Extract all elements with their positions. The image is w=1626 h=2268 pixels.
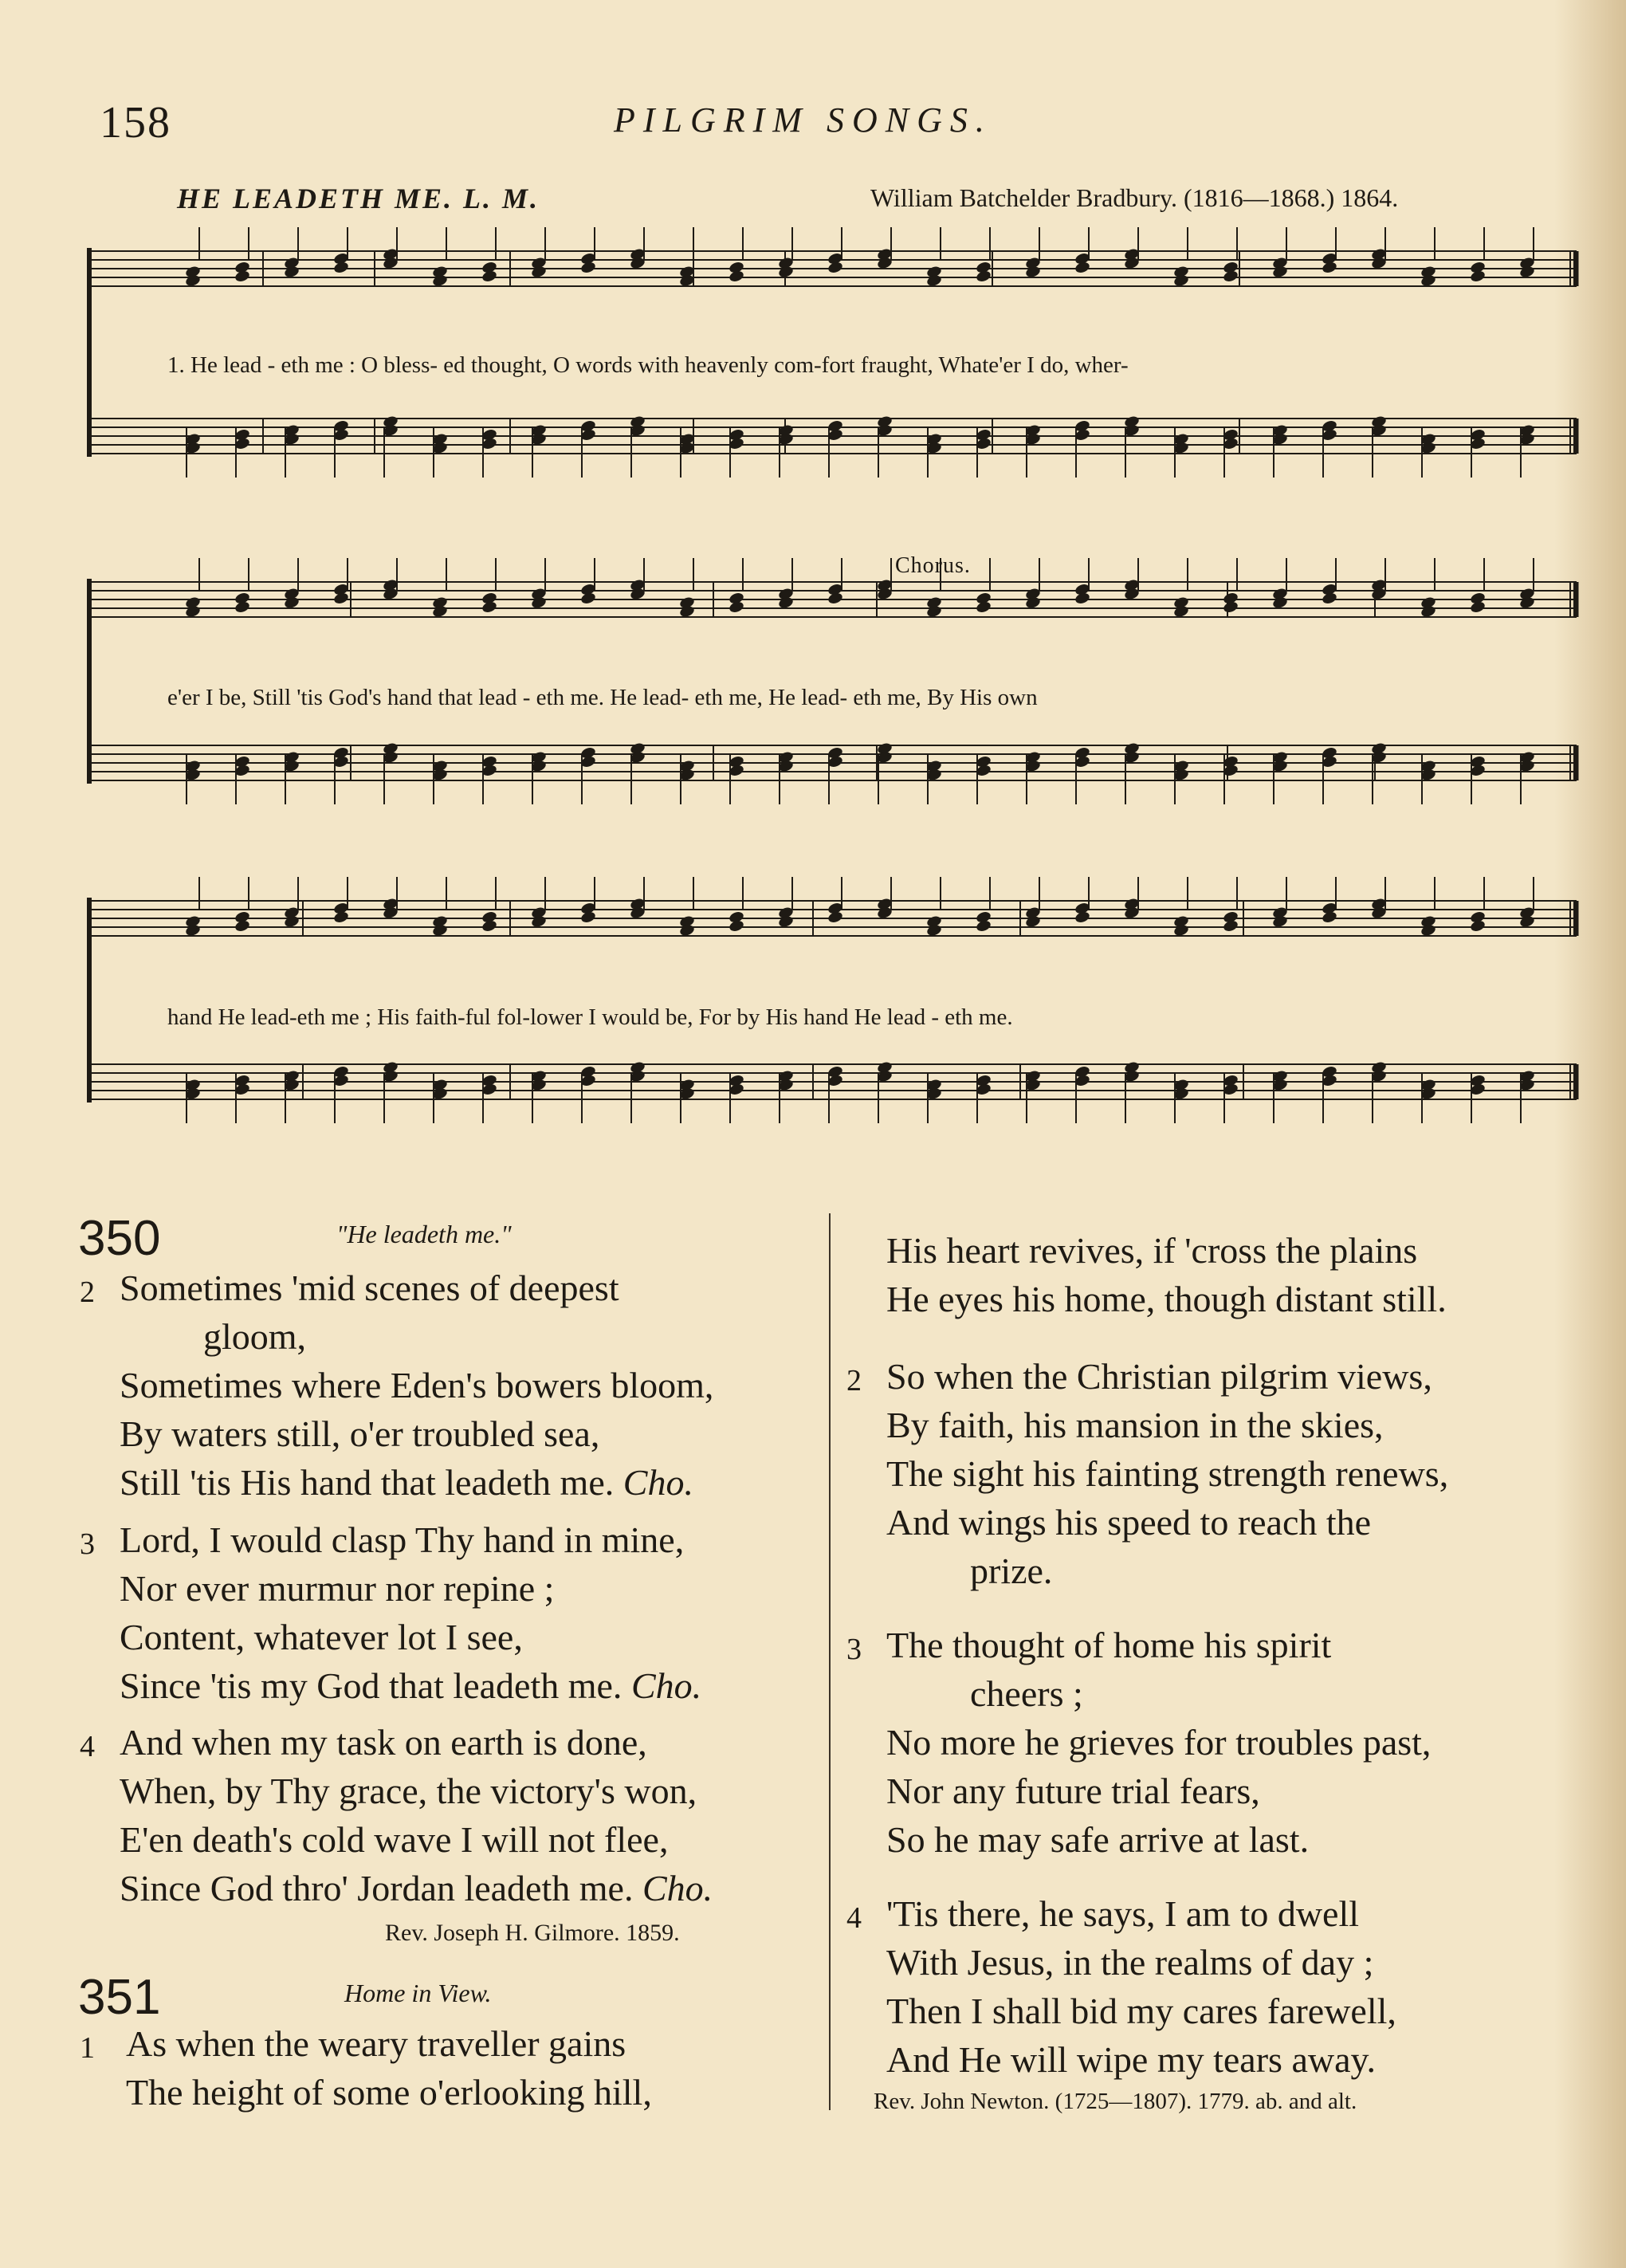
verse-line: He eyes his home, though distant still. [886,1279,1447,1319]
note-head [975,600,992,614]
verse-number: 1 [80,2031,95,2065]
note-head [332,910,349,924]
verse-number: 4 [846,1901,862,1935]
verse-line: cheers ; [970,1673,1083,1714]
note-head [1074,261,1090,274]
note-head [1222,919,1239,933]
note-head [1469,919,1486,933]
verse-line: E'en death's cold wave I will not flee, [120,1819,669,1860]
verse-line: 'Tis there, he says, I am to dwell [886,1893,1360,1934]
note-head [827,592,843,605]
note-head [579,910,596,924]
note-head [1222,600,1239,614]
verse-number: 3 [80,1527,95,1561]
verse-line: Content, whatever lot I see, [120,1617,523,1657]
hymn-number-351: 351 [78,1970,161,2025]
column-divider [829,1213,831,2110]
note-head [332,592,349,605]
verse-line: And He will wipe my tears away. [886,2039,1377,2080]
verse-line: When, by Thy grace, the victory's won, [120,1771,697,1811]
note-head [975,919,992,933]
verse-line: And wings his speed to reach the [886,1502,1372,1543]
note-head [975,269,992,283]
verse-line: No more he grieves for troubles past, [886,1722,1432,1763]
lyric-line-3: hand He lead-eth me ; His faith-ful fol-lower I would be, For by His hand He lead - eth me. [167,1004,1013,1030]
note-head [1321,910,1337,924]
verse-line: Sometimes 'mid scenes of deepest [120,1268,619,1308]
verse-line: Nor ever murmur nor repine ; [120,1568,555,1609]
verse-number: 2 [846,1364,862,1397]
verse-line: With Jesus, in the realms of day ; [886,1942,1374,1983]
note-head [1222,269,1239,283]
note-head [579,261,596,274]
verse-line: The height of some o'erlooking hill, [126,2072,652,2113]
verse-line: The sight his fainting strength renews, [886,1453,1449,1494]
verse-line: The thought of home his spirit [886,1625,1332,1665]
note-head [728,269,744,283]
note-head [827,910,843,924]
verse-line: Then I shall bid my cares farewell, [886,1991,1396,2031]
hymn-number-350: 350 [78,1211,161,1266]
note-head [728,600,744,614]
hymn-title-350: "He leadeth me." [336,1220,512,1248]
verse-line: Since God thro' Jordan leadeth me. Cho. [120,1868,713,1908]
note-head [1074,592,1090,605]
hymn-351-credit: Rev. John Newton. (1725—1807). 1779. ab. and alt. [874,2089,1357,2114]
verse-line: So he may safe arrive at last. [886,1819,1310,1860]
verse-line: As when the weary traveller gains [126,2023,626,2064]
running-head: PILGRIM SONGS. [614,100,992,140]
verse-number: 2 [80,1276,95,1309]
tune-title: HE LEADETH ME. L. M. [177,183,540,214]
lyric-line-1: 1. He lead - eth me : O bless- ed thought, O words with heavenly com-fort fraught, Whate'er I do, wher- [167,352,1129,378]
verse-line: And when my task on earth is done, [120,1722,647,1763]
verse-line: Lord, I would clasp Thy hand in mine, [120,1519,685,1560]
note-head [1321,592,1337,605]
note-head [234,600,250,614]
chorus-marker: Cho. [642,1868,713,1908]
verse-line: gloom, [203,1316,307,1357]
note-head [481,600,497,614]
chorus-marker: Cho. [623,1462,693,1503]
verse-number: 3 [846,1633,862,1666]
note-head [481,269,497,283]
chorus-marker: Cho. [630,1665,702,1706]
verse-line: So when the Christian pilgrim views, [886,1356,1432,1397]
verse-line: By waters still, o'er troubled sea, [120,1413,600,1454]
note-head [234,269,250,283]
note-head [1074,910,1090,924]
note-head [481,919,497,933]
note-head [234,919,250,933]
verse-number: 4 [80,1730,95,1763]
verse-line: Still 'tis His hand that leadeth me. Cho. [120,1462,693,1503]
verse-line: By faith, his mansion in the skies, [886,1405,1384,1445]
note-head [1469,269,1486,283]
verse-line: prize. [970,1551,1053,1591]
note-head [728,919,744,933]
chorus-label: Chorus. [895,553,971,578]
hymn-title-351: Home in View. [344,1979,492,2007]
note-head [579,592,596,605]
note-head [332,261,349,274]
verse-line: Sometimes where Eden's bowers bloom, [120,1365,714,1405]
verse-line: Since 'tis my God that leadeth me. Cho. [120,1665,702,1706]
lyric-line-2: e'er I be, Still 'tis God's hand that lead - eth me. He lead- eth me, He lead- eth me, By His own [167,685,1038,710]
page-number: 158 [100,98,171,147]
hymn-350-credit: Rev. Joseph H. Gilmore. 1859. [385,1920,680,1946]
verse-line: His heart revives, if 'cross the plains [886,1230,1418,1271]
note-head [1469,600,1486,614]
note-head [1321,261,1337,274]
tune-composer: William Batchelder Bradbury. (1816—1868.) 1864. [870,183,1399,212]
verse-line: Nor any future trial fears, [886,1771,1260,1811]
note-head [827,261,843,274]
